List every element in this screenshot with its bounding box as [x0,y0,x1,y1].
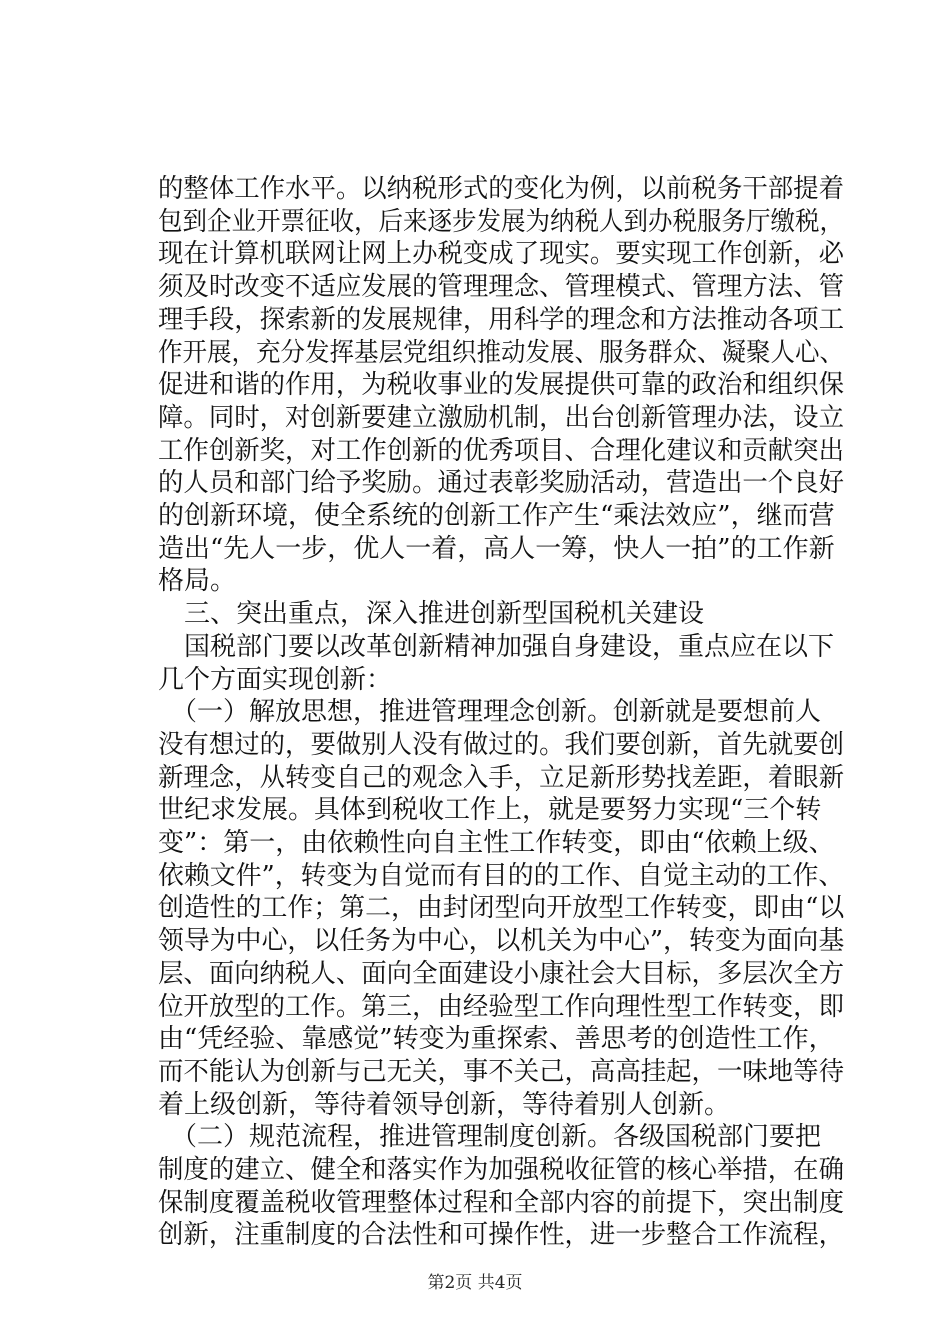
text-line: 造出“先人一步，优人一着，高人一筹，快人一拍”的工作新 [158,533,835,564]
text-line: 障。同时，对创新要建立激励机制，出台创新管理办法，设立 [158,402,845,433]
text-line: 位开放型的工作。第三，由经验型工作向理性型工作转变，即 [158,991,845,1022]
text-line: 的人员和部门给予奖励。通过表彰奖励活动，营造出一个良好 [158,468,845,499]
text-line: 须及时改变不适应发展的管理理念、管理模式、管理方法、管 [158,272,845,303]
text-line: 促进和谐的作用，为税收事业的发展提供可靠的政治和组织保 [158,370,845,401]
text-line: 国税部门要以改革创新精神加强自身建设，重点应在以下 [158,631,835,662]
text-line: 而不能认为创新与己无关，事不关己，高高挂起，一味地等待 [158,1056,845,1087]
text-line: 的创新环境，使全系统的创新工作产生“乘法效应”，继而营 [158,501,835,531]
text-line: （二）规范流程，推进管理制度创新。各级国税部门要把 [158,1122,822,1153]
text-line: 着上级创新，等待着领导创新，等待着别人创新。 [158,1089,731,1120]
text-line: 变”：第一，由依赖性向自主性工作转变，即由“依赖上级、 [158,828,835,858]
text-line: 理手段，探索新的发展规律，用科学的理念和方法推动各项工 [158,304,845,335]
text-line: 创新，注重制度的合法性和可操作性，进一步整合工作流程， [158,1220,845,1251]
page-footer: 第2页 共4页 [427,1273,523,1293]
text-line: 制度的建立、健全和落实作为加强税收征管的核心举措，在确 [158,1155,845,1185]
text-line: 几个方面实现创新： [158,664,393,695]
text-line: 依赖文件”，转变为自觉而有目的的工作、自觉主动的工作、 [158,860,845,891]
text-line: 包到企业开票征收，后来逐步发展为纳税人到办税服务厅缴税， [158,206,845,237]
text-line: 保制度覆盖税收管理整体过程和全部内容的前提下，突出制度 [158,1187,845,1218]
text-line: 的整体工作水平。以纳税形式的变化为例，以前税务干部提着 [158,174,845,204]
text-line: 新理念，从转变自己的观念入手，立足新形势找差距，着眼新 [158,762,845,793]
text-line: 领导为中心，以任务为中心，以机关为中心”，转变为面向基 [158,926,845,957]
text-line: 三、突出重点，深入推进创新型国税机关建设 [158,599,705,630]
text-line: 世纪求发展。具体到税收工作上，就是要努力实现“三个转 [158,795,822,826]
text-line: 没有想过的，要做别人没有做过的。我们要创新，首先就要创 [158,729,845,760]
text-line: 工作创新奖，对工作创新的优秀项目、合理化建议和贡献突出 [158,435,845,466]
text-line: 由“凭经验、靠感觉”转变为重探索、善思考的创造性工作， [158,1024,835,1055]
text-line: 格局。 [158,566,237,597]
text-line: 作开展，充分发挥基层党组织推动发展、服务群众、凝聚人心、 [158,337,845,368]
text-line: 创造性的工作；第二，由封闭型向开放型工作转变，即由“以 [158,893,845,924]
text-line: 层、面向纳税人、面向全面建设小康社会大目标，多层次全方 [158,958,845,989]
text-line: （一）解放思想，推进管理理念创新。创新就是要想前人 [158,697,822,728]
text-line: 现在计算机联网让网上办税变成了现实。要实现工作创新，必 [158,239,845,270]
